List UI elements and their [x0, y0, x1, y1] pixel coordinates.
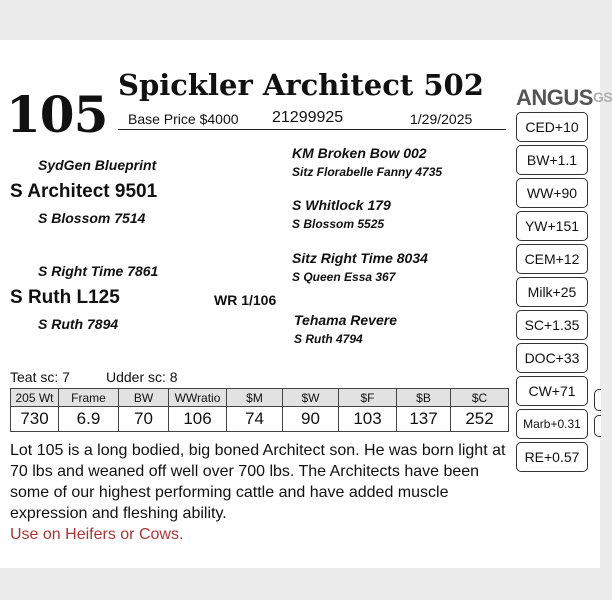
usage-recommendation: Use on Heifers or Cows. [10, 526, 184, 543]
performance-value: 6.9 [59, 407, 119, 432]
performance-header: $F [339, 389, 397, 407]
pedigree-dam-dam-dam: S Ruth 4794 [294, 332, 363, 346]
lot-number: 105 [6, 85, 108, 144]
epd-cem: CEM+12 [516, 244, 588, 274]
description-text: Lot 105 is a long bodied, big boned Architect son. He was born light at 70 lbs and weaned off well over 700 lbs. The Architects have been some of our highest performing cattle and have added muscle expression and fleshing ability. [10, 442, 506, 522]
pedigree-dam-dam-sire: Tehama Revere [294, 312, 397, 328]
registration-number: 21299925 [272, 109, 344, 126]
pedigree-dam-dam: S Ruth 7894 [38, 316, 119, 332]
angus-gs-logo [516, 85, 612, 110]
weaning-ratio-note: WR 1/106 [214, 292, 277, 308]
epd-doc: DOC+33 [516, 343, 588, 373]
performance-value: 74 [227, 407, 283, 432]
performance-header: 205 Wt [11, 389, 59, 407]
performance-value: 106 [169, 407, 227, 432]
epd-yw: YW+151 [516, 211, 588, 241]
performance-header: Frame [59, 389, 119, 407]
udder-score: Udder sc: 8 [106, 369, 178, 385]
epd-bw: BW+1.1 [516, 145, 588, 175]
performance-header: BW [119, 389, 169, 407]
performance-header: $C [451, 389, 509, 407]
epd-sc: SC+1.35 [516, 310, 588, 340]
pedigree-sire-dam-sire: S Whitlock 179 [292, 197, 391, 213]
pedigree-dam-sire: S Right Time 7861 [38, 263, 159, 279]
performance-value: 730 [11, 407, 59, 432]
pedigree-sire-dam-dam: S Blossom 5525 [292, 217, 385, 231]
epd-ww: WW+90 [516, 178, 588, 208]
sale-date: 1/29/2025 [410, 111, 473, 127]
epd-re: RE+0.57 [516, 442, 588, 472]
epd-ced: CED+10 [516, 112, 588, 142]
brand-gs: GS [592, 89, 612, 105]
pedigree-dam-sire-dam: S Queen Essa 367 [292, 270, 396, 284]
header-divider [118, 129, 506, 130]
edge-tab [594, 415, 601, 437]
pedigree-dam-sire-sire: Sitz Right Time 8034 [292, 250, 428, 266]
pedigree-sire-dam: S Blossom 7514 [38, 210, 146, 226]
epd-cw: CW+71 [516, 376, 588, 406]
performance-header: WWratio [169, 389, 227, 407]
performance-header-row [11, 389, 509, 407]
pedigree-dam: S Ruth L125 [10, 287, 120, 308]
base-price: Base Price $4000 [128, 111, 239, 127]
teat-score: Teat sc: 7 [10, 369, 70, 385]
performance-value: 70 [119, 407, 169, 432]
animal-name: Spickler Architect 502 [118, 68, 484, 102]
lot-description [10, 440, 510, 545]
edge-tab [594, 389, 601, 411]
performance-value: 103 [339, 407, 397, 432]
epd-milk: Milk+25 [516, 277, 588, 307]
pedigree-sire-sire-dam: Sitz Florabelle Fanny 4735 [292, 165, 443, 179]
performance-header: $W [283, 389, 339, 407]
performance-value: 252 [451, 407, 509, 432]
pedigree-sire: S Architect 9501 [10, 181, 158, 202]
performance-header: $M [227, 389, 283, 407]
brand-angus: ANGUS [516, 85, 593, 110]
performance-table [10, 388, 509, 432]
performance-value-row [11, 407, 509, 432]
pedigree-sire-sire-sire: KM Broken Bow 002 [292, 145, 427, 161]
epd-marb: Marb+0.31 [516, 409, 588, 439]
performance-header: $B [397, 389, 451, 407]
performance-value: 137 [397, 407, 451, 432]
performance-value: 90 [283, 407, 339, 432]
pedigree-sire-sire: SydGen Blueprint [38, 157, 157, 173]
